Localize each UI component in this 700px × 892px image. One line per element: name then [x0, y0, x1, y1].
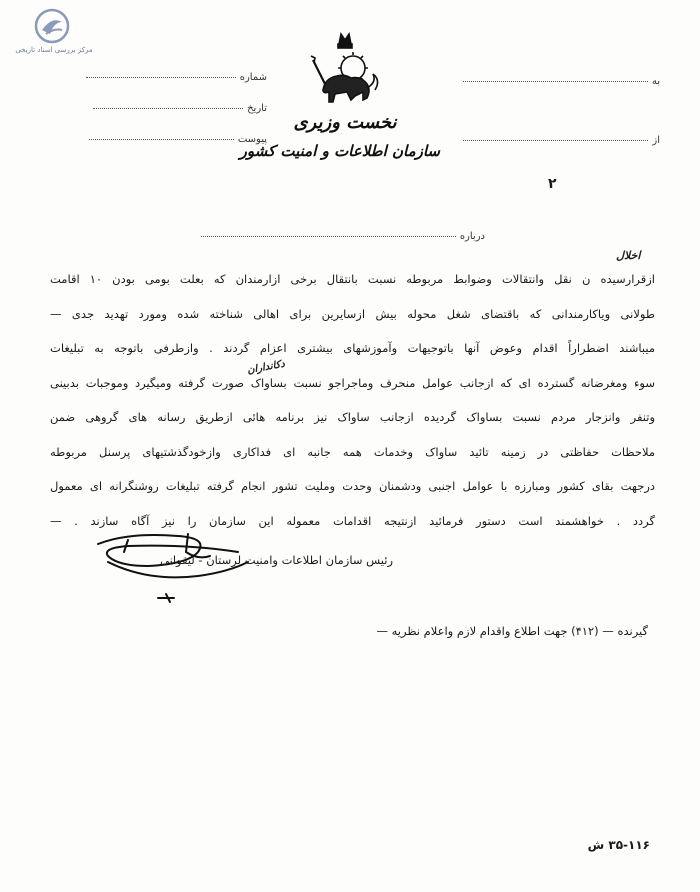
number-field: [82, 72, 267, 83]
subject-field: [185, 231, 485, 242]
to-field: [460, 76, 660, 87]
recipients-line: گیرنده — (۴۱۲) جهت اطلاع واقدام لازم واعلام نظریه —: [376, 624, 648, 638]
page-number: ۲: [548, 176, 557, 192]
to-dotted-line: [463, 80, 648, 82]
letterhead-ministry: نخست وزیری: [293, 112, 397, 133]
handwritten-signature: [88, 522, 328, 612]
enclosure-field: [82, 134, 267, 145]
enclosure-dotted-line: [89, 138, 234, 140]
to-label: به: [651, 76, 660, 87]
document-id: ۳۵-۱۱۶ ش: [587, 838, 650, 852]
body-line: سوء ومغرضانه گسترده ای که ازجانب عوامل منحرف وماجراجو نسبت بساواک صورت گرفته ومیگیرد وموجبات بدبینی: [50, 375, 655, 390]
body-line: درجهت بقای کشور ومبارزه با عوامل اجنبی ودشمنان وحدت وملیت تشور انجام گرفته تبلیغات روشنگرانه ای معمول: [50, 479, 655, 493]
body-line: میباشند اضطراراً اقدام وعوض آنها باتوجیهات وآموزشهای بیشتری اعزام گردند . وازطرفی باتوجه به تبلیغات: [50, 341, 655, 355]
letter-body: [50, 262, 655, 538]
body-line: ملاحظات حفاظتی در زمینه تائید ساواک وخدمات همه جانبه ای فداکاری وازخودگذشتیهای پرسنل مربوطه: [50, 444, 655, 459]
signatory-title: رئیس سازمان اطلاعات وامنیت لرستان - لیقوانی: [160, 553, 393, 567]
subject-label: درباره: [459, 231, 485, 242]
body-line: گردد . خواهشمند است دستور فرمائید ازنتیجه اقدامات معموله این سازمان را نیز آگاه سازند . —: [50, 513, 655, 528]
date-field: [82, 103, 267, 114]
letterhead-organization: سازمان اطلاعات و امنیت کشور: [239, 142, 440, 160]
lion-and-sun-emblem-icon: [305, 30, 385, 112]
from-label: از: [652, 135, 660, 146]
archive-logo-icon: [34, 8, 70, 44]
number-label: شماره: [239, 72, 267, 83]
handwritten-annotation: اخلال: [616, 249, 641, 262]
subject-dotted-line: [201, 235, 456, 237]
from-field: [460, 135, 660, 146]
enclosure-label: پیوست: [237, 134, 267, 145]
body-line: طولانی ویاکارمندانی که باقتضای شغل محوله بیش ازسایرین برای اهالی شناخته شده ومورد تهدید جدی —: [50, 306, 655, 321]
date-label: تاریخ: [247, 103, 267, 114]
from-dotted-line: [463, 139, 648, 141]
watermark-text: مرکز بررسی اسناد تاریخی: [15, 46, 93, 54]
archive-watermark: [8, 8, 98, 58]
body-line: ازقرارسیده ن نقل وانتقالات وضوابط مربوطه نسبت بانتقال برخی ازارمندان که بعلت بومی بودن ۱۰ اقامت: [50, 272, 655, 286]
number-dotted-line: [86, 76, 236, 78]
body-line: وتنفر وانزجار مردم نسبت بساواک گردیده ازجانب ساواک نیز برنامه هائی ازطریق رسانه های گروهی ضمن: [50, 410, 655, 424]
date-dotted-line: [93, 107, 243, 109]
handwritten-annotation: دکانداران: [246, 358, 286, 377]
